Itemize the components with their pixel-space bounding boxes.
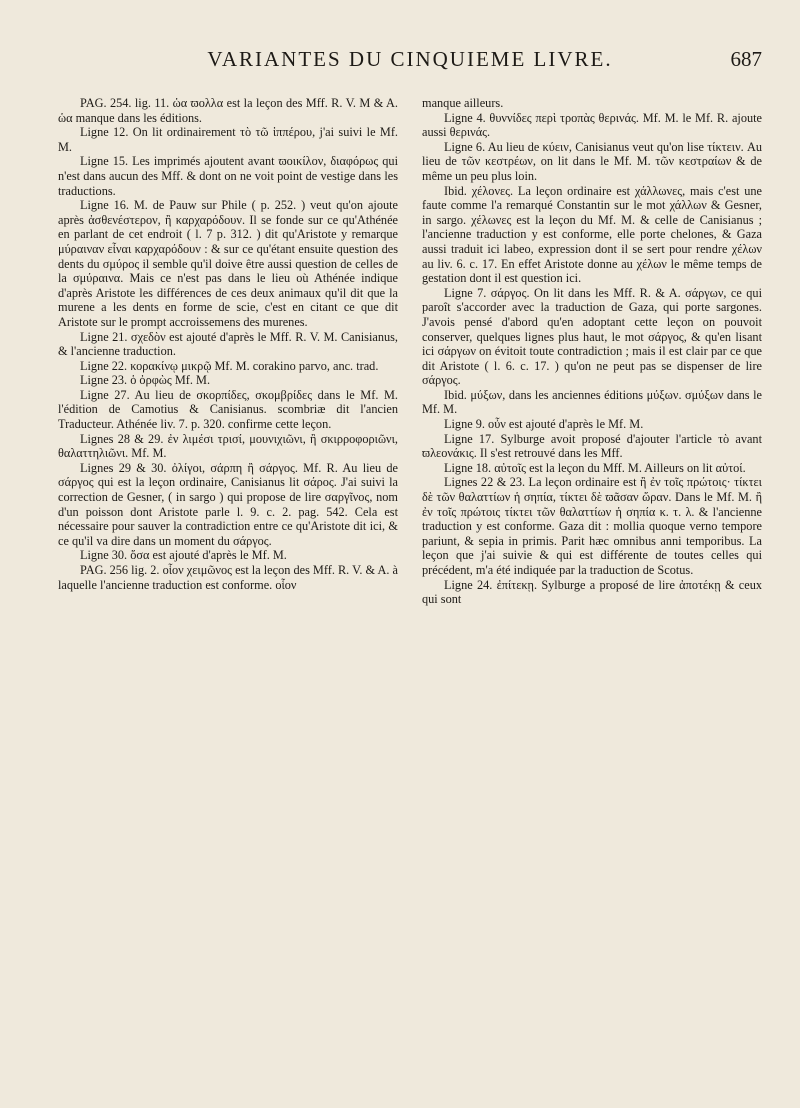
- running-head: VARIANTES DU CINQUIEME LIVRE.: [207, 47, 613, 71]
- variant-entry: PAG. 254. lig. 11. ὡα ϖολλα est la leçon des Mff. R. V. M & A. ὡα manque dans les éditions.: [58, 96, 398, 125]
- variant-entry: Ligne 16. M. de Pauw sur Phile ( p. 252. ) veut qu'on ajoute après ἀσθενέστερον, ἢ καρχαρόδουν. Il se fonde sur ce qu'Athénée en parlant de cet endroit ( l. 7 p. 312. ) dit qu'Aristote y remarque μύραιναν εἶναι καρχαρόδουν : & sur ce qu'étant ensuite question des dents du σμύρος il semble qu'il doive être aussi question de celles de la σμύραινα. Mais ce n'est pas dans le lieu où Athénée indique d'après Aristote les différences de ces deux animaux qu'il dit que la murene a les dents en forme de scie, c'est en citant ce que dit Aristote sur le prompt accroissemens des murenes.: [58, 198, 398, 329]
- variant-entry: manque ailleurs.: [422, 96, 504, 110]
- variant-entry: Ligne 7. σάργος. On lit dans les Mff. R. & A. σάργων, ce qui paroît s'accorder avec la traduction de Gaza, qui porte sargones. J'avois pensé d'abord qu'en adoptant cette leçon on pouvoit conserver, quelques lignes plus haut, le mot σάργος, & qu'en lisant ici σάργων on évitoit toute contradiction ; mais il est clair par ce que dit Aristote ( l. 6. c. 17. ) qu'on ne peut pas se dispenser de lire σάργος.: [422, 285, 762, 388]
- variant-entry: Lignes 28 & 29. ἐν λιμέσι τρισί, μουνιχιῶνι, ἢ σκιρροφοριῶνι, θαλαττηλιῶνι. Mf. M.: [58, 431, 398, 461]
- variant-entry: Ligne 4. θυννίδες περὶ τροπὰς θερινάς. Mf. M. le Mf. R. ajoute aussi θερινάς.: [422, 110, 762, 140]
- variant-entry: Ligne 17. Sylburge avoit proposé d'ajouter l'article τὸ avant ϖλεονάκις. Il s'est retrouvé dans les Mff.: [422, 431, 762, 461]
- variant-entry: Ligne 12. On lit ordinairement τὸ τῶ ἱππέρου, j'ai suivi le Mf. M.: [58, 125, 398, 154]
- page-header: [58, 44, 762, 74]
- variant-entry: Ligne 15. Les imprimés ajoutent avant ϖοικίλον, διαφόρως qui n'est dans aucun des Mff. & dont on ne voit point de vestige dans les traductions.: [58, 154, 398, 198]
- variant-entry: Ligne 23. ὁ ὀρφὼς Mf. M.: [80, 373, 211, 388]
- variant-entry: Ligne 18. αὐτοῖς est la leçon du Mff. M. Ailleurs on lit αὐτοί.: [444, 460, 746, 475]
- text-columns: [58, 96, 762, 1096]
- variant-entry: Ligne 22. κορακίνῳ μικρῷ Mf. M. corakino parvo, anc. trad.: [80, 358, 379, 373]
- variant-entry: Ibid. μύξων, dans les anciennes éditions μύξων. σμύξων dans le Mf. M.: [422, 387, 762, 417]
- variant-entry: Ligne 30. ὅσα est ajouté d'après le Mf. M.: [80, 548, 287, 563]
- variant-entry: Ligne 27. Au lieu de σκορπίδες, σκομβρίδες dans le Mf. M. l'édition de Camotius & Canisianus. scombriæ dit l'ancien Traducteur. Athénée liv. 7. p. 320. confirme cette leçon.: [58, 387, 398, 432]
- left-column: [58, 96, 398, 1096]
- variant-entry: Ibid. χέλονες. La leçon ordinaire est χάλλωνες, mais c'est une faute comme l'a remarqué Constantin sur le mot χάλλων & Gesner, in sargo. χέλωνες est la leçon du Mf. M. & celle de Canisianus ; l'ancienne traduction y est conforme, elle porte chelones, & Gaza aussi traduit ici labeo, expression dont il se sert pour rendre χέλων au liv. 6. c. 17. En effet Aristote donne au χέλων le même temps de gestation dont il est question ici.: [422, 183, 762, 286]
- variant-entry: Lignes 29 & 30. ὀλίγοι, σάρπη ἢ σάργος. Mf. R. Au lieu de σάργος qui est la leçon ordinaire, Canisianus lit σάρος. J'ai suivi la correction de Gesner, ( in sargo ) qui propose de lire σαργῖνος, nom d'un poisson dont Aristote parle l. 9. c. 2. pag. 542. Cela est nécessaire pour sauver la contradiction entre ce qu'Aristote dit ici, & ce qu'il va dire dans un moment du σάργος.: [58, 460, 398, 548]
- variant-entry: Ligne 9. οὖν est ajouté d'après le Mf. M.: [444, 417, 644, 432]
- variant-entry: Ligne 21. σχεδὸν est ajouté d'après le Mff. R. V. M. Canisianus, & l'ancienne traduction.: [58, 329, 398, 359]
- variant-entry: Ligne 24. ἐπίτεκῃ. Sylburge a proposé de lire ἀποτέκῃ & ceux qui sont: [422, 577, 762, 607]
- variant-entry: PAG. 256 lig. 2. οἷον χειμῶνος est la leçon des Mff. R. V. & A. à laquelle l'ancienne traduction est conforme. οἷον: [58, 563, 398, 592]
- variant-entry: Lignes 22 & 23. La leçon ordinaire est ἢ ἐν τοῖς πρώτοις· τίκτει δὲ τῶν θαλαττίων ἡ σηπία, τίκτει δὲ ϖᾶσαν ὥραν. Dans le Mf. M. ἢ ἐν τοῖς πρώτοις τίκτει τῶν θαλαττίων ἡ σηπία κ. τ. λ. & l'ancienne traduction y est conforme. Gaza dit : mollia quoque verno tempore pariunt, & sepia in primis. Parit hæc omnibus anni temporibus. La leçon que j'ai suivie & qui est différente de toutes celles qui précédent, m'a été indiquée par la traduction de Scotus.: [422, 475, 762, 577]
- right-column: [422, 96, 762, 1096]
- page-number: 687: [730, 47, 762, 71]
- variant-entry: Ligne 6. Au lieu de κύειν, Canisianus veut qu'on lise τίκτειν. Au lieu de τῶν κεστρέων, on lit dans le Mf. M. τῶν κεστραίων & de même un peu plus loin.: [422, 139, 762, 183]
